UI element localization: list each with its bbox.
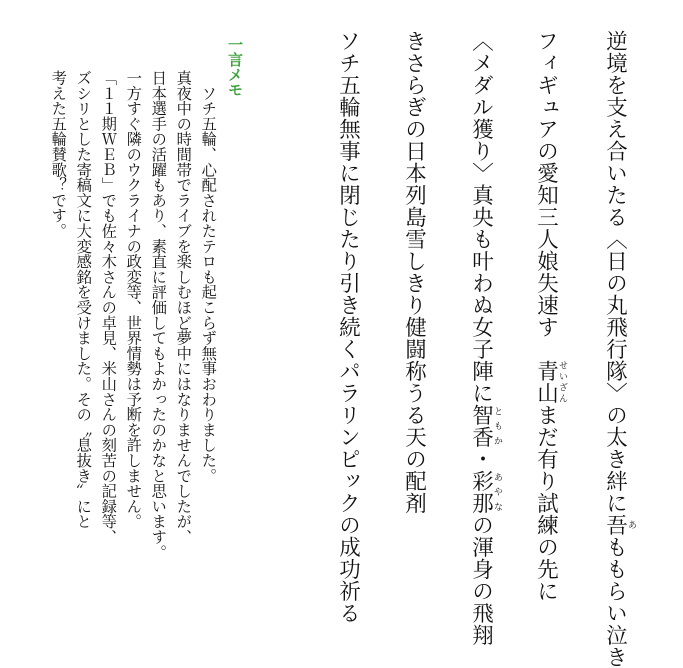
- poem-1-text-b: ももらい泣き: [602, 536, 628, 668]
- furigana-tomoka: 智香ともか: [468, 404, 502, 448]
- poem-2-text-a: フィギュアの愛知三人娘失速す: [533, 30, 559, 360]
- furigana-a: 吾あ: [602, 514, 636, 536]
- poem-line-1: [604, 30, 636, 668]
- memo-line-2: 真夜中の時間帯でライブを楽しむほど夢中にはなりませんでしたが、: [174, 70, 193, 545]
- poem-line-2: [535, 30, 567, 602]
- poem-line-4: [403, 30, 425, 514]
- poem-2-text-b: まだ有り試練の先に: [533, 404, 559, 602]
- memo-line-7: 考えた五輪賛歌？です。: [49, 70, 68, 239]
- memo-title: 一言メモ: [226, 37, 244, 97]
- memo-line-6: ズシリとした寄稿文に大変感銘を受けました。その〝息抜き〟にと: [74, 70, 93, 529]
- poem-4-text: きさらぎの日本列島雪しきり健闘称うる天の配剤: [401, 30, 427, 514]
- memo-line-1: ソチ五輪、心配されたテロも起こらず無事おわりました。: [199, 70, 218, 484]
- furigana-ayana: 彩那あやな: [468, 470, 502, 514]
- memo-line-3: 日本選手の活躍もあり、素直に評価してもよかったのかなと思います。: [149, 70, 168, 560]
- poem-line-5: [337, 30, 359, 624]
- memo-line-5: 「１１期ＷＥＢ」でも佐々木さんの卓見、米山さんの刻苦の記録等、: [99, 70, 118, 545]
- poem-line-3: [470, 30, 502, 646]
- poem-3-text-a: 〈メダル獲り〉真央も叶わぬ女子陣に: [468, 30, 494, 404]
- poem-3-dot: ・: [468, 448, 494, 470]
- poem-3-text-b: の渾身の飛翔: [468, 514, 494, 646]
- poem-5-text: ソチ五輪無事に閉じたり引き続くパラリンピックの成功祈る: [335, 30, 361, 624]
- poem-1-text-a: 逆境を支え合いたる〈日の丸飛行隊〉の太き絆に: [602, 30, 628, 514]
- memo-line-4: 一方すぐ隣のウクライナの政変等、世界情勢は予断を許しません。: [124, 70, 143, 529]
- furigana-seizan: 青山せいざん: [533, 360, 567, 404]
